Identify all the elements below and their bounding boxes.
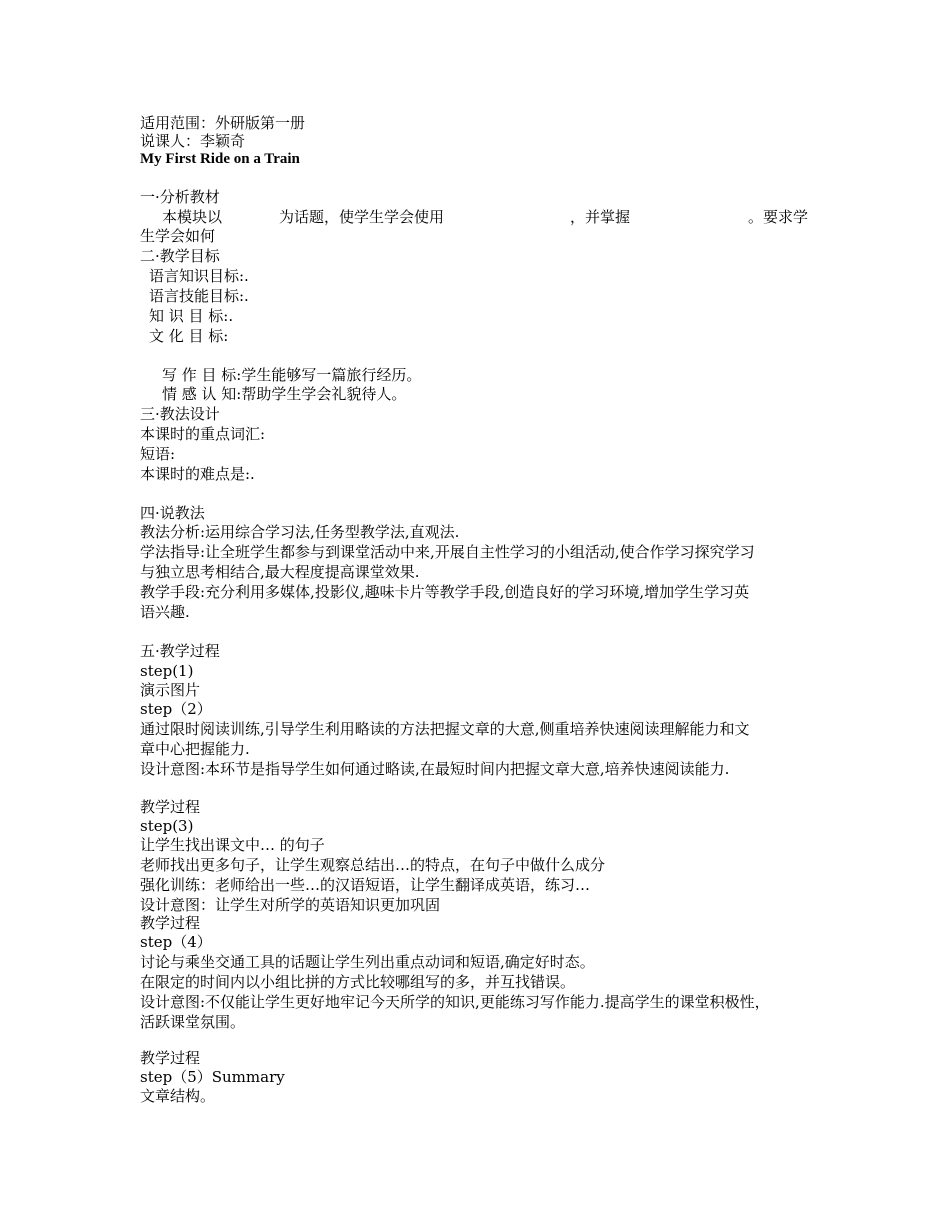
goal-item: 文 化 目 标:: [149, 327, 229, 345]
process-heading: 教学过程: [140, 798, 201, 816]
analysis-text-line2: 生学会如何: [140, 227, 216, 245]
analysis-text-a: 本模块以: [162, 208, 223, 226]
methods-means-line2: 语兴趣.: [140, 603, 190, 621]
methods-analysis: 教法分析:运用综合学习法,任务型教学法,直观法.: [140, 523, 460, 541]
step-intent: 设计意图:不仅能让学生更好地牢记今天所学的知识,更能练习写作能力.提高学生的课堂积极性，: [140, 993, 770, 1011]
step-label: step（2）: [140, 700, 212, 718]
step-label: step(3): [140, 817, 194, 835]
methods-guide-line1: 学法指导:让全班学生都参与到课堂活动中来,开展自主性学习的小组活动,使合作学习探究学习: [140, 543, 755, 561]
document-title: My First Ride on a Train: [140, 151, 300, 167]
step-text: 讨论与乘坐交通工具的话题让学生列出重点动词和短语,确定好时态。: [140, 953, 595, 971]
section-heading-design: 三·教法设计: [140, 405, 220, 423]
step-text: 老师找出更多句子，让学生观察总结出…的特点，在句子中做什么成分: [140, 856, 606, 874]
scope-line: 适用范围：外研版第一册: [140, 114, 306, 132]
speaker-line: 说课人：李颖奇: [140, 132, 246, 150]
step-label: step（5）Summary: [140, 1068, 285, 1086]
methods-means-line1: 教学手段:充分利用多媒体,投影仪,趣味卡片等教学手段,创造良好的学习环境,增加学生学习英: [140, 583, 750, 601]
analysis-text-d: 。要求学: [748, 208, 809, 226]
step-intent: 设计意图：让学生对所学的英语知识更加巩固: [140, 896, 441, 914]
section-heading-process: 五·教学过程: [140, 642, 220, 660]
goal-item: 知 识 目 标:.: [149, 307, 234, 325]
design-difficulty: 本课时的难点是:.: [140, 465, 255, 483]
analysis-text-c: ，并掌握: [570, 208, 631, 226]
step-text: 通过限时阅读训练,引导学生利用略读的方法把握文章的大意,侧重培养快速阅读理解能力和文: [140, 720, 750, 738]
design-vocab: 本课时的重点词汇:: [140, 425, 266, 443]
section-heading-analysis: 一·分析教材: [140, 188, 220, 206]
step-text: 在限定的时间内以小组比拼的方式比较哪组写的多，并互找错误。: [140, 973, 576, 991]
methods-guide-line2: 与独立思考相结合,最大程度提高课堂效果.: [140, 563, 420, 581]
process-heading: 教学过程: [140, 1049, 201, 1067]
section-heading-methods: 四·说教法: [140, 504, 205, 522]
step-text: 章中心把握能力.: [140, 740, 250, 758]
process-heading: 教学过程: [140, 914, 201, 932]
step-label: step（4）: [140, 933, 212, 951]
section-heading-goals: 二·教学目标: [140, 247, 220, 265]
step-text: 演示图片: [140, 681, 201, 699]
analysis-text-b: 为话题，使学生学会使用: [279, 208, 445, 226]
goal-item: 语言知识目标:.: [149, 267, 249, 285]
step-text: 文章结构。: [140, 1087, 216, 1105]
design-phrases: 短语:: [140, 445, 176, 463]
step-text: 强化训练：老师给出一些…的汉语短语，让学生翻译成英语，练习…: [140, 876, 591, 894]
goal-writing: 写 作 目 标:学生能够写一篇旅行经历。: [162, 366, 422, 384]
step-intent: 设计意图:本环节是指导学生如何通过略读,在最短时间内把握文章大意,培养快速阅读能力.: [140, 760, 730, 778]
goal-emotion: 情 感 认 知:帮助学生学会礼貌待人。: [162, 385, 407, 403]
step-intent: 活跃课堂氛围。: [140, 1013, 246, 1031]
goal-item: 语言技能目标:.: [149, 287, 249, 305]
step-label: step(1): [140, 662, 194, 680]
step-text: 让学生找出课文中… 的句子: [140, 836, 325, 854]
